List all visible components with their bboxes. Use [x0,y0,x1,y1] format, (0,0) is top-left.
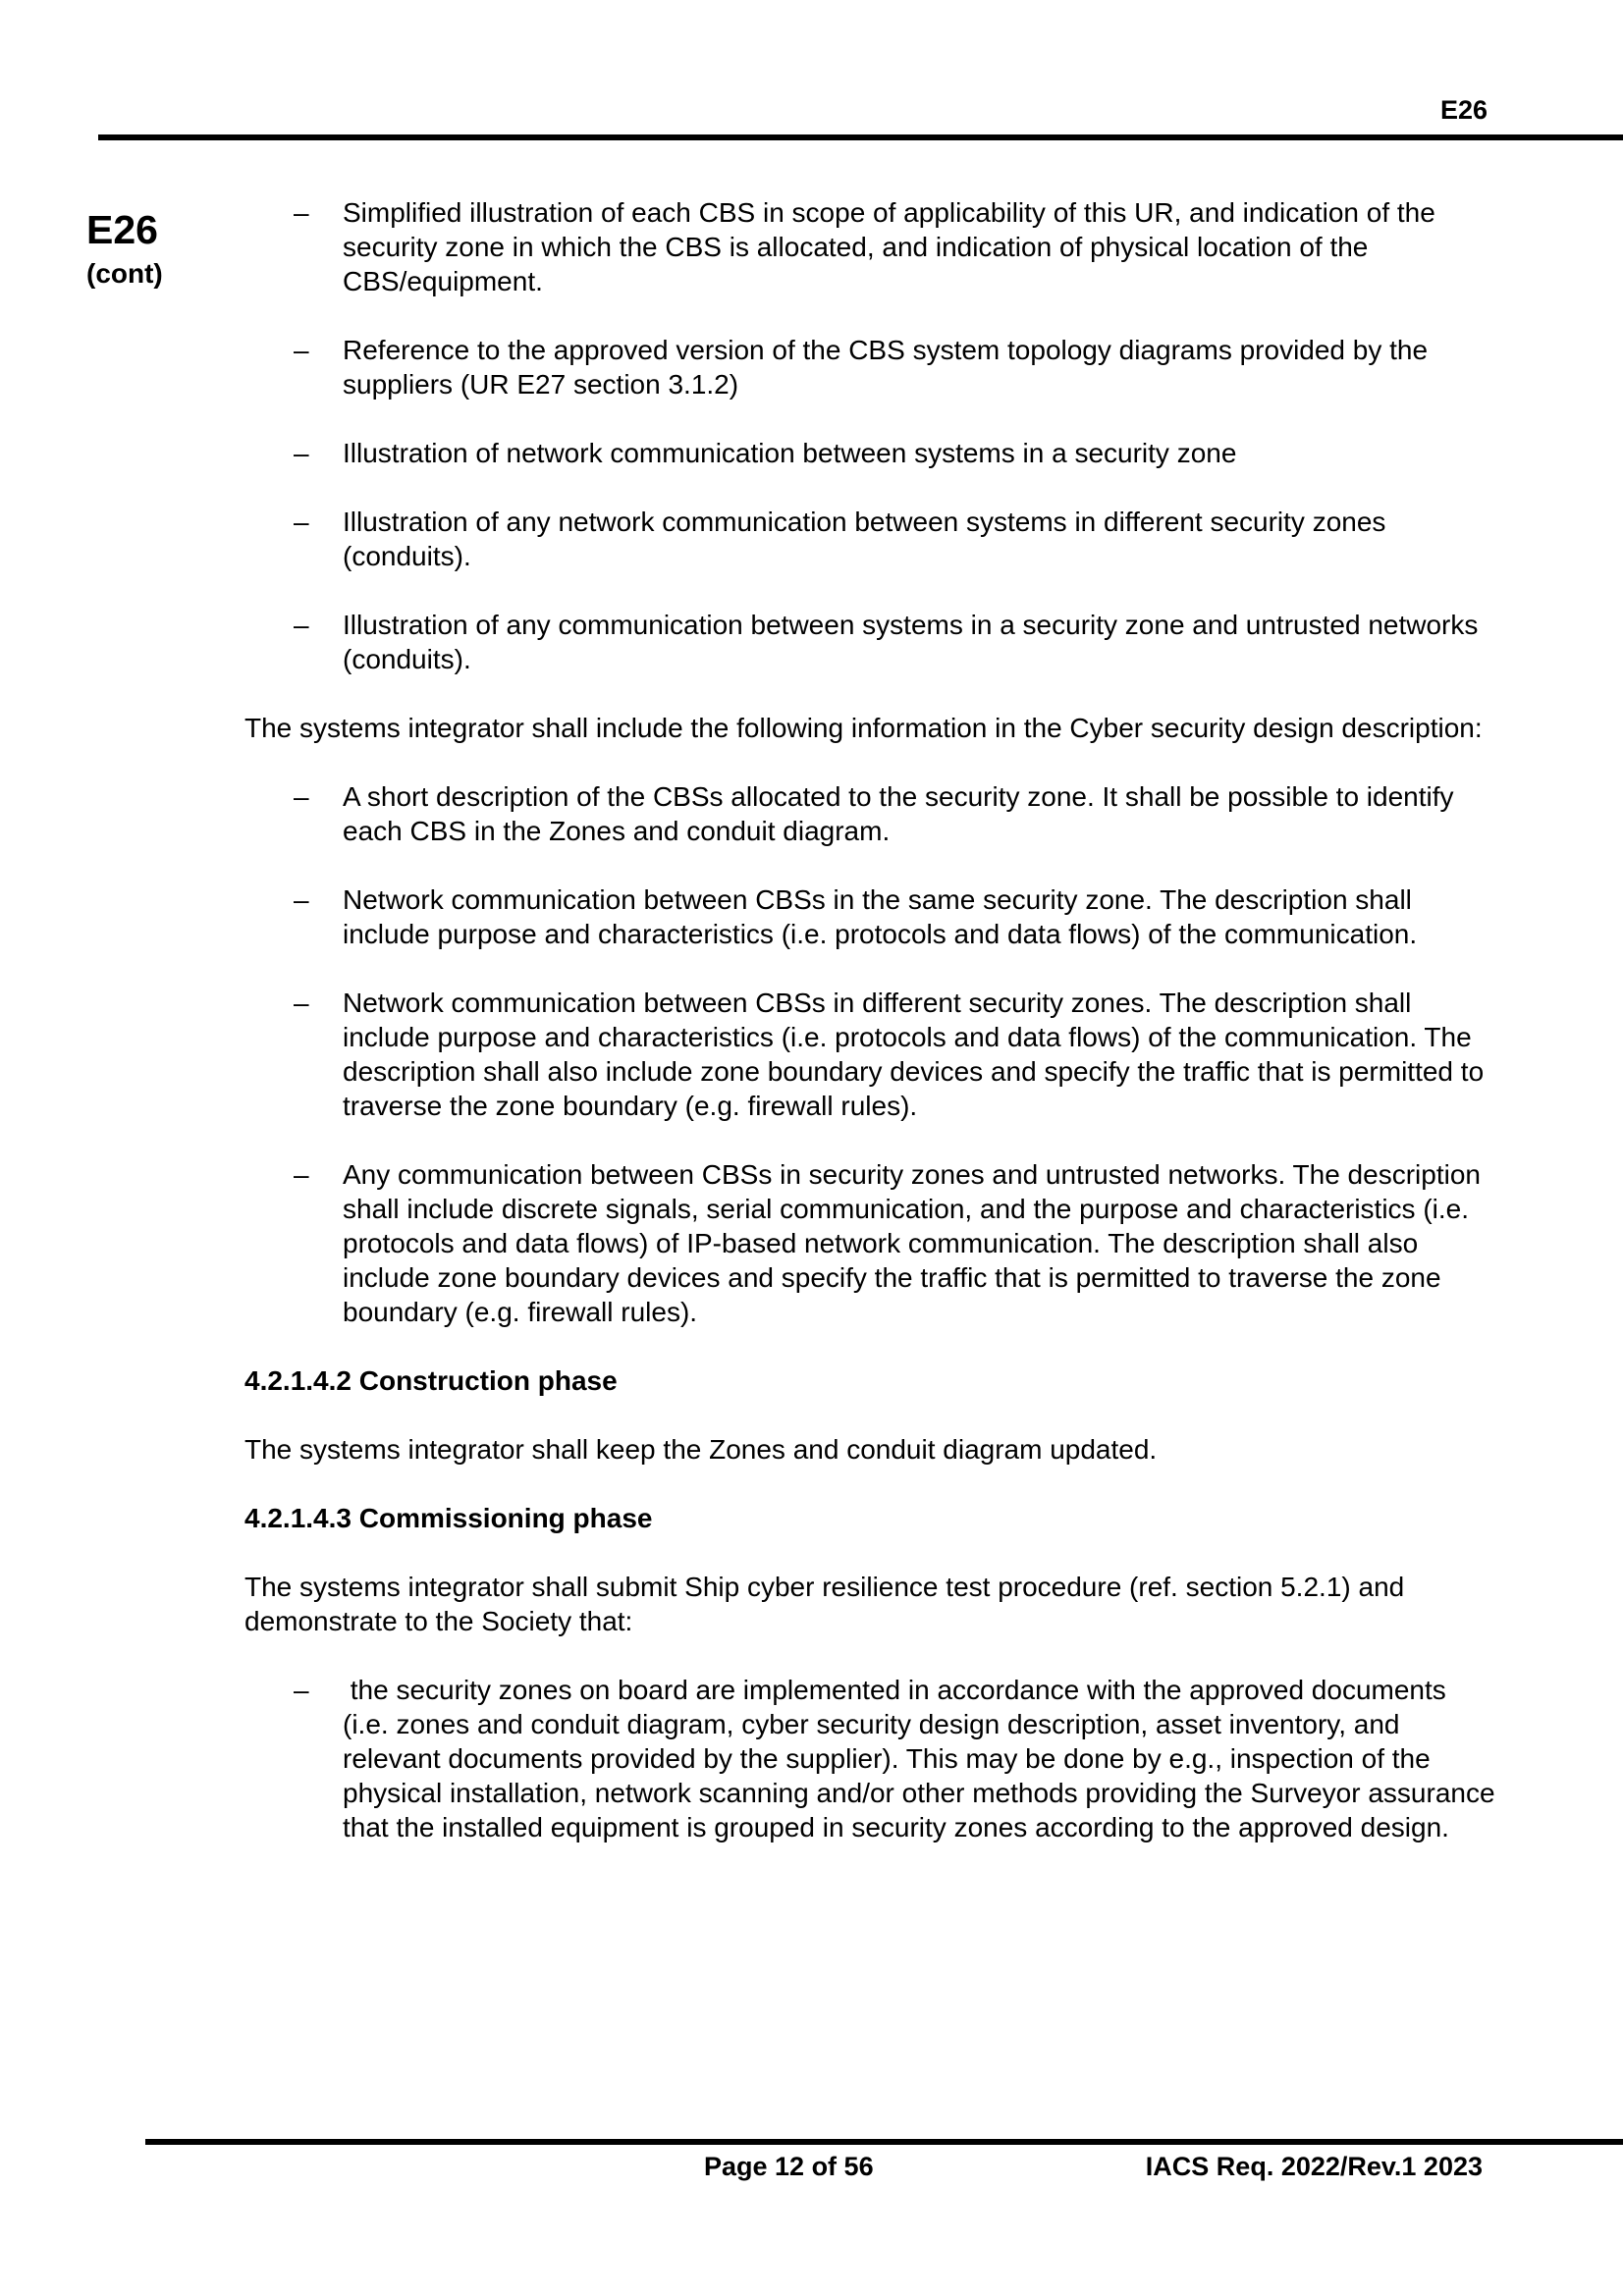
dash-bullet: – [294,781,309,812]
list-item [244,1157,1495,1329]
list-item [244,986,1495,1123]
dash-bullet: – [294,884,309,915]
page-number: Page 12 of 56 [704,2152,874,2181]
zone-illustration-list [244,195,1495,676]
header-rule [98,134,1623,140]
list-item-text: Any communication between CBSs in security zones and untrusted networks. The description shall include discrete signals, serial communication, and the purpose and characteristics (i.e. protocols and data flows) of IP-based network communication. The description shall also include zone boundary devices and specify the traffic that is permitted to traverse the zone boundary (e.g. firewall rules). [343,1159,1481,1327]
list-item [244,608,1495,676]
side-cont: (cont) [86,258,163,289]
section-heading-commissioning: 4.2.1.4.3 Commissioning phase [244,1503,653,1533]
dash-bullet: – [294,507,309,537]
list-item [244,436,1495,470]
side-label [86,206,204,291]
side-code: E26 [86,207,158,252]
footer-rule [145,2139,1623,2145]
design-description-list [244,779,1495,1329]
list-item-text: Illustration of network communication between systems in a security zone [343,438,1237,468]
document-reference: IACS Req. 2022/Rev.1 2023 [1145,2152,1483,2181]
section-heading-construction: 4.2.1.4.2 Construction phase [244,1365,618,1396]
dash-bullet: – [294,335,309,365]
list-item [244,779,1495,848]
list-item-text: A short description of the CBSs allocated to the security zone. It shall be possible to identify each CBS in the Zones and conduit diagram. [343,781,1454,846]
list-item-text: Simplified illustration of each CBS in scope of applicability of this UR, and indication of the security zone in which the CBS is allocated, and indication of physical location of the CBS/equipment. [343,197,1435,296]
design-description-intro: The systems integrator shall include the following information in the Cyber security design description: [244,713,1483,743]
list-item-text: Reference to the approved version of the CBS system topology diagrams provided by the suppliers (UR E27 section 3.1.2) [343,335,1429,400]
list-item [244,333,1495,401]
header-document-code: E26 [1439,95,1488,125]
list-item-text: Illustration of any network communication between systems in different security zones (conduits). [343,507,1386,571]
list-item-text: Illustration of any communication between systems in a security zone and untrusted networks (conduits). [343,610,1479,674]
dash-bullet: – [294,1675,309,1705]
list-item [244,1673,1503,1844]
list-item-text: the security zones on board are implemented in accordance with the approved documents (i.e. zones and conduit diagram, cyber security design description, asset inventory, and relevant documents provided by the supplier). This may be done by e.g., inspection of the physical installation, network scanning and/or other methods providing the Surveyor assurance that the installed equipment is grouped in security zones according to the approved design. [343,1675,1503,1842]
construction-paragraph: The systems integrator shall keep the Zones and conduit diagram updated. [244,1434,1158,1465]
list-item [244,882,1495,951]
commissioning-list [244,1673,1503,1844]
dash-bullet: – [294,1159,309,1190]
list-item [244,195,1495,298]
dash-bullet: – [294,610,309,640]
dash-bullet: – [294,438,309,468]
dash-bullet: – [294,988,309,1018]
commissioning-paragraph: The systems integrator shall submit Ship cyber resilience test procedure (ref. section 5.2.1) and demonstrate to the Society that: [244,1572,1405,1636]
list-item [244,505,1495,573]
list-item-text: Network communication between CBSs in the same security zone. The description shall include purpose and characteristics (i.e. protocols and data flows) of the communication. [343,884,1418,949]
list-item-text: Network communication between CBSs in different security zones. The description shall include purpose and characteristics (i.e. protocols and data flows) of the communication. The description shall also include zone boundary devices and specify the traffic that is permitted to traverse the zone boundary (e.g. firewall rules). [343,988,1485,1121]
dash-bullet: – [294,197,309,228]
document-body [244,195,1503,1879]
